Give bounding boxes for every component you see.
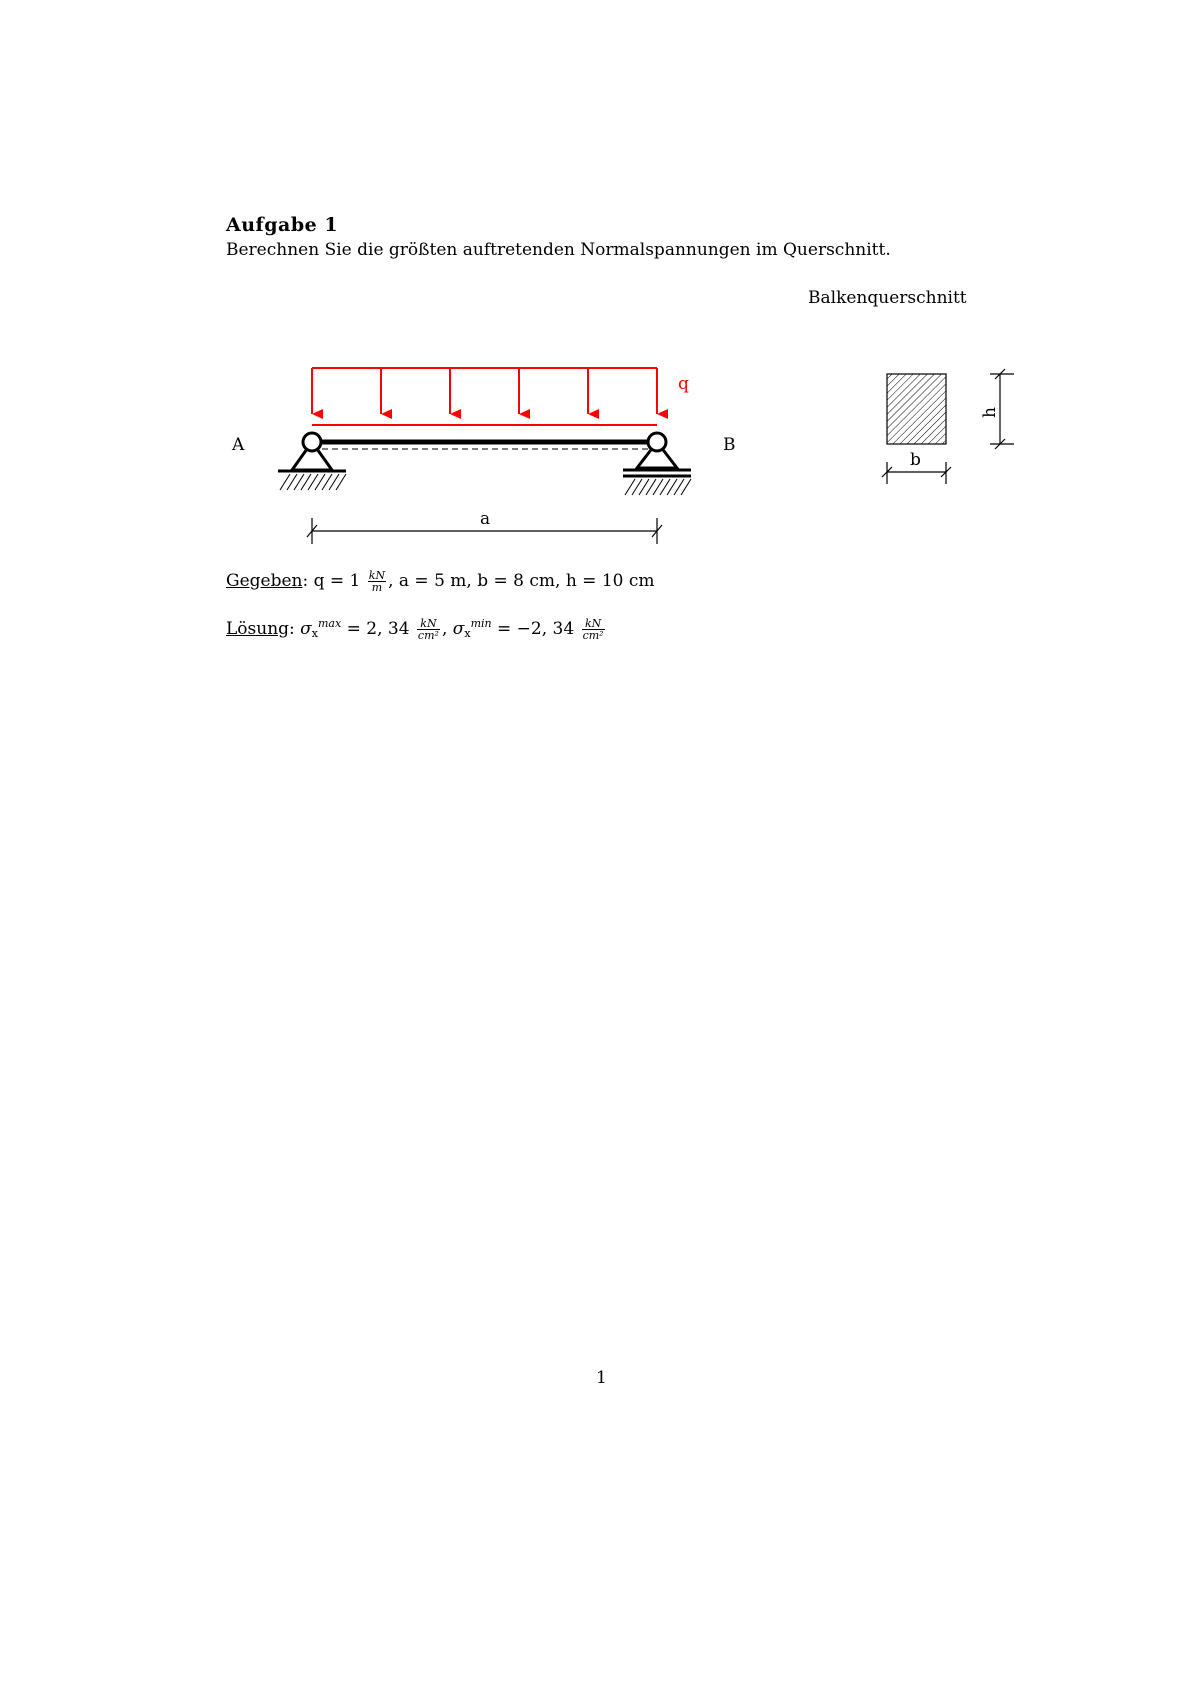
task-description: Berechnen Sie die größten auftretenden Normalspannungen im Querschnitt. bbox=[226, 240, 891, 260]
given-q-unit: $\frac{kN}{m}$ bbox=[368, 569, 386, 594]
distributed-load bbox=[312, 368, 657, 425]
height-label: h bbox=[980, 407, 1000, 418]
sigma-min-value: = −2, 34 bbox=[491, 619, 575, 639]
solution-line bbox=[226, 617, 607, 641]
sigma-min-sub: x bbox=[464, 627, 471, 640]
page-number: 1 bbox=[596, 1368, 607, 1388]
given-colon: : bbox=[302, 571, 309, 591]
given-line bbox=[226, 570, 655, 593]
given-values: , a = 5 m, b = 8 cm, h = 10 cm bbox=[388, 571, 655, 591]
beam bbox=[312, 442, 657, 449]
sigma-min-unit: $\frac{kN}{\text{cm²}}$ bbox=[582, 617, 604, 642]
cross-section-label: Balkenquerschnitt bbox=[808, 288, 967, 308]
span-label: a bbox=[480, 509, 491, 529]
support-a-label: A bbox=[232, 435, 245, 455]
sigma-max-unit: $\frac{kN}{\text{cm²}}$ bbox=[417, 617, 439, 642]
solution-separator: , bbox=[441, 619, 448, 639]
load-label: q bbox=[678, 374, 689, 394]
sigma-max-sup: max bbox=[318, 617, 342, 630]
given-label: Gegeben bbox=[226, 571, 303, 591]
sigma-min-sup: min bbox=[470, 617, 492, 630]
support-b-label: B bbox=[723, 435, 736, 455]
sigma-max-value: = 2, 34 bbox=[341, 619, 410, 639]
solution-colon: : bbox=[289, 619, 295, 639]
task-title: Aufgabe 1 bbox=[226, 214, 339, 236]
sigma-max-symbol: σ bbox=[300, 619, 312, 639]
width-label: b bbox=[910, 450, 921, 470]
sigma-min-symbol: σ bbox=[452, 619, 465, 639]
cross-section bbox=[887, 374, 946, 444]
sigma-max-sub: x bbox=[311, 627, 318, 640]
given-q: q = 1 bbox=[313, 571, 361, 591]
solution-label: Lösung bbox=[226, 619, 290, 639]
